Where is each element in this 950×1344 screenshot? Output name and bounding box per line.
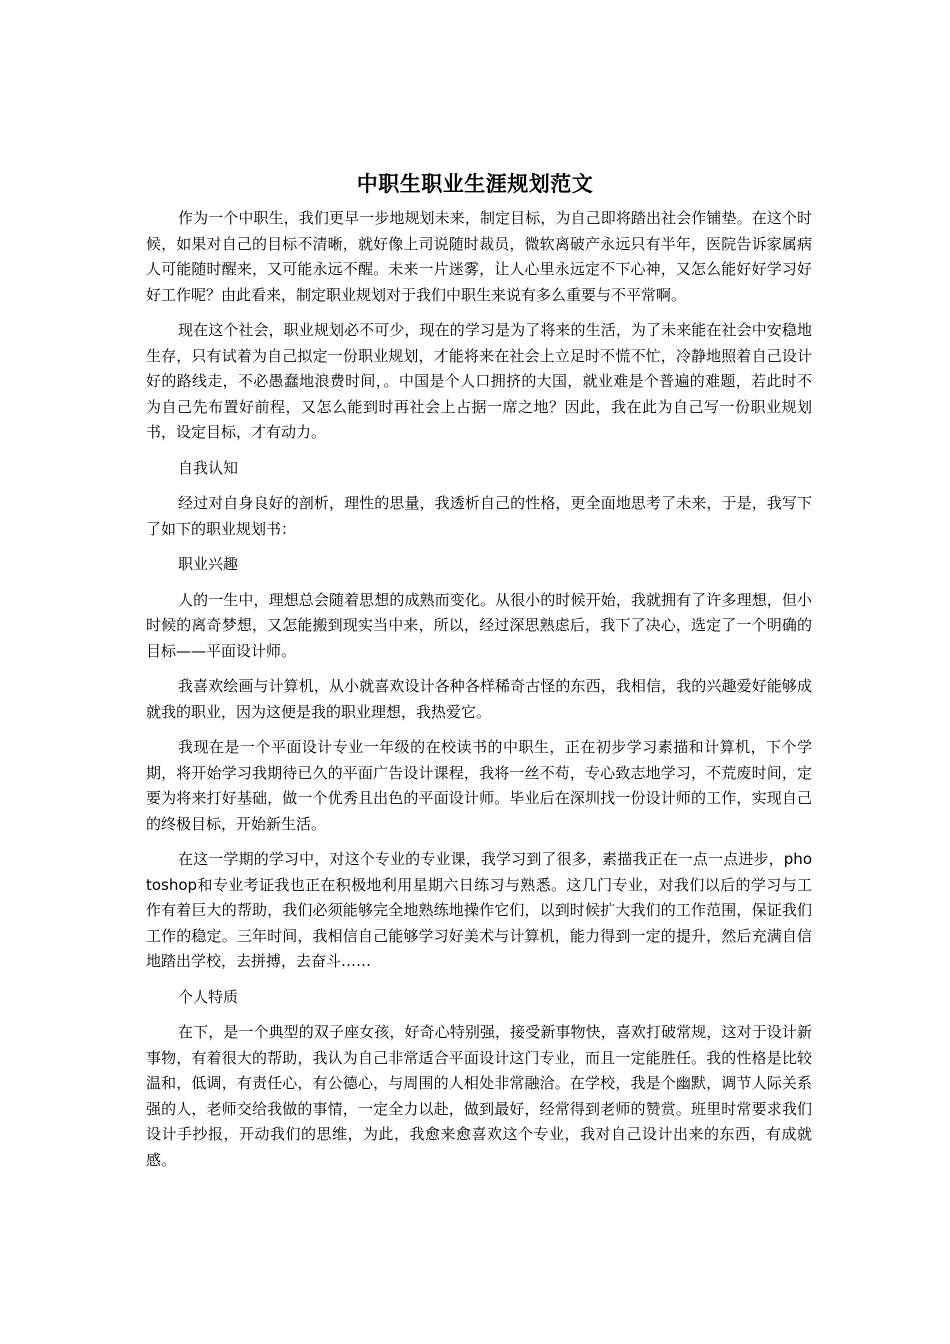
section-heading-career-interest: 职业兴趣 bbox=[178, 555, 239, 573]
paragraph-intro-1: 作为一个中职生，我们更早一步地规划未来，制定目标，为自己即将踏出社会作铺垫。在这个时候，如果对自己的目标不清晰，就好像上司说随时裁员，微软离破产永远只有半年，医院告诉家属病人可能随时醒来，又可能永远不醒。未来一片迷雾，让人心里永远定不下心神，又怎么能好好学习好好工作呢？由此看来，制定职业规划对于我们中职生来说有多么重要与不平常啊。 bbox=[146, 209, 812, 304]
paragraph-interest-2: 我喜欢绘画与计算机，从小就喜欢设计各种各样稀奇古怪的东西，我相信，我的兴趣爱好能够成就我的职业，因为这便是我的职业理想，我热爱它。 bbox=[146, 677, 812, 721]
paragraph-self-awareness: 经过对自身良好的剖析，理性的思量，我透析自己的性格，更全面地思考了未来，于是，我写下了如下的职业规划书： bbox=[146, 494, 812, 538]
paragraph-personal-traits: 在下，是一个典型的双子座女孩，好奇心特别强，接受新事物快，喜欢打破常规，这对于设计新事物，有着很大的帮助，我认为自己非常适合平面设计这门专业，而且一定能胜任。我的性格是比较温和，低调，有责任心，有公德心，与周围的人相处非常融洽。在学校，我是个幽默，调节人际关系强的人，老师交给我做的事情，一定全力以赴，做到最好，经常得到老师的赞赏。班里时常要求我们设计手抄报，开动我们的思维，为此，我愈来愈喜欢这个专业，我对自己设计出来的东西，有成就感。 bbox=[146, 1023, 812, 1169]
document-body bbox=[146, 206, 812, 1183]
document-title: 中职生职业生涯规划范文 bbox=[356, 172, 594, 196]
paragraph-intro-2: 现在这个社会，职业规划必不可少，现在的学习是为了将来的生活，为了未来能在社会中安稳地生存，只有试着为自己拟定一份职业规划，才能将来在社会上立足时不慌不忙，冷静地照着自己设计好的路线走，不必愚蠢地浪费时间，。中国是个人口拥挤的大国，就业难是个普遍的难题，若此时不为自己先布置好前程，又怎么能到时再社会上占据一席之地？因此，我在此为自己写一份职业规划书，设定目标，才有动力。 bbox=[146, 321, 812, 441]
paragraph-interest-3: 我现在是一个平面设计专业一年级的在校读书的中职生，正在初步学习素描和计算机，下个学期，将开始学习我期待已久的平面广告设计课程，我将一丝不苟，专心致志地学习，不荒废时间，定要为将来打好基础，做一个优秀且出色的平面设计师。毕业后在深圳找一份设计师的工作，实现自己的终极目标，开始新生活。 bbox=[146, 738, 812, 833]
section-heading-self-awareness: 自我认知 bbox=[178, 458, 239, 477]
section-heading-personal-traits: 个人特质 bbox=[178, 987, 239, 1006]
paragraph-interest-1: 人的一生中，理想总会随着思想的成熟而变化。从很小的时候开始，我就拥有了许多理想，但小时候的离奇梦想，又怎能搬到现实当中来，所以，经过深思熟虑后，我下了决心，选定了一个明确的目标——平面设计师。 bbox=[146, 590, 812, 660]
paragraph-interest-4: 在这一学期的学习中，对这个专业的专业课，我学习到了很多，素描我正在一点一点进步，photoshop和专业考证我也正在积极地利用星期六日练习与熟悉。这几门专业，对我们以后的学习与工作有着巨大的帮助，我们必须能够完全地熟练地操作它们，以到时候扩大我们的工作范围，保证我们工作的稳定。三年时间，我相信自己能够学习好美术与计算机，能力得到一定的提升，然后充满自信地踏出学校，去拼搏，去奋斗…… bbox=[146, 850, 812, 970]
